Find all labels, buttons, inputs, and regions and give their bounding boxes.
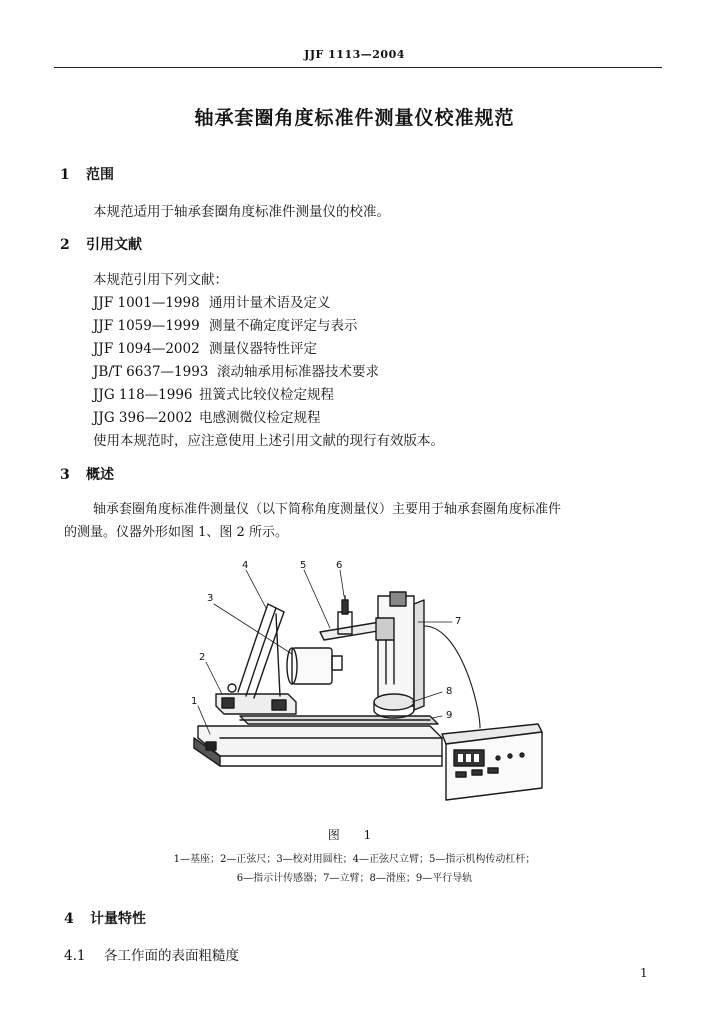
overview-line-1: 轴承套圈角度标准件测量仪（以下简称角度测量仪）主要用于轴承套圈角度标准件 xyxy=(93,502,562,517)
callout-9: 9 xyxy=(446,710,453,721)
document-code-header: JJF 1113—2004 xyxy=(304,48,405,61)
section-1-heading: 1 范围 xyxy=(60,167,114,183)
section-4-heading: 4 计量特性 xyxy=(64,911,146,927)
sine-bar-drawing xyxy=(216,684,296,714)
callout-7: 7 xyxy=(455,616,462,627)
callout-6: 6 xyxy=(336,560,343,571)
figure-caption-line-1: 1—基座；2—正弦尺；3—校对用圆柱；4—正弦尺立臂；5—指示机构传动杠杆； xyxy=(173,854,536,865)
base-drawing xyxy=(194,726,442,766)
reference-item: JJG 396—2002 电感测微仪检定规程 xyxy=(93,410,321,426)
figure-caption-line-2: 6—指示计传感器；7—立臂；8—滑座；9—平行导轨 xyxy=(236,873,473,884)
display-unit-drawing xyxy=(442,724,542,800)
instrument-figure xyxy=(180,556,550,806)
reference-item: JJF 1001—1998 通用计量术语及定义 xyxy=(93,295,331,311)
subsection-4-1: 4.1 各工作面的表面粗糙度 xyxy=(64,948,239,964)
references-intro: 本规范引用下列文献： xyxy=(93,272,228,288)
callout-2: 2 xyxy=(199,652,206,663)
reference-item: JJG 118—1996 扭簧式比较仪检定规程 xyxy=(93,387,334,403)
parallel-rail-drawing xyxy=(240,716,438,724)
callout-3: 3 xyxy=(207,593,214,604)
document-title: 轴承套圈角度标准件测量仪校准规范 xyxy=(194,107,515,129)
sine-bar-upright-drawing xyxy=(238,604,284,698)
upright-column-drawing xyxy=(376,592,424,710)
references-note: 使用本规范时，应注意使用上述引用文献的现行有效版本。 xyxy=(93,433,444,449)
callout-1: 1 xyxy=(191,696,198,707)
figure-title: 图 1 xyxy=(327,828,382,842)
reference-item: JJF 1094—2002 测量仪器特性评定 xyxy=(93,341,317,357)
callout-5: 5 xyxy=(300,560,307,571)
callout-8: 8 xyxy=(446,686,453,697)
scope-paragraph: 本规范适用于轴承套圈角度标准件测量仪的校准。 xyxy=(93,204,390,220)
reference-item: JJF 1059—1999 测量不确定度评定与表示 xyxy=(93,318,358,334)
section-3-heading: 3 概述 xyxy=(60,467,114,483)
check-cylinder-drawing xyxy=(287,648,342,684)
page-number: 1 xyxy=(640,966,648,980)
callout-4: 4 xyxy=(242,560,249,571)
lever-and-sensor-drawing xyxy=(320,596,384,640)
overview-line-2: 的测量。仪器外形如图 1、图 2 所示。 xyxy=(64,525,288,540)
header-rule xyxy=(54,67,662,68)
reference-item: JB/T 6637—1993 滚动轴承用标准器技术要求 xyxy=(93,364,379,380)
section-2-heading: 2 引用文献 xyxy=(60,237,142,253)
slide-seat-drawing xyxy=(374,694,414,718)
